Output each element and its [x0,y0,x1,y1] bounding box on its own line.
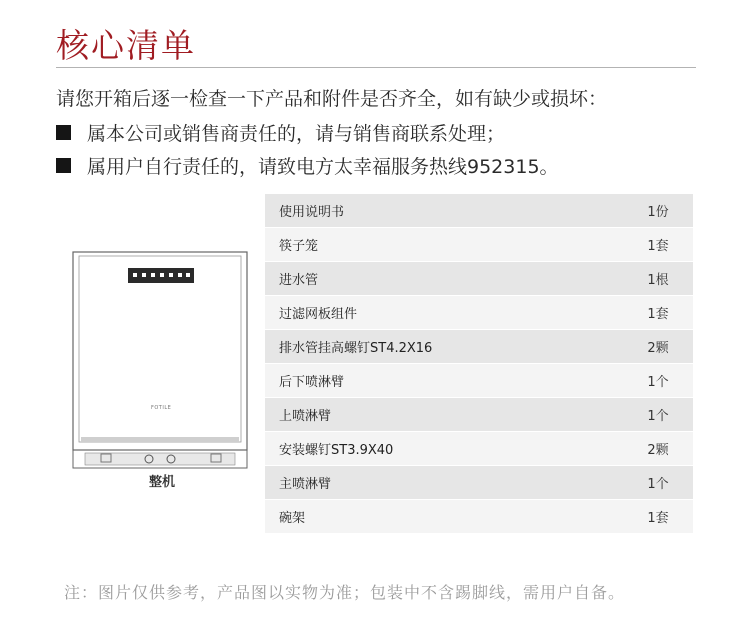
item-quantity: 1份 [647,205,669,220]
item-quantity: 2颗 [647,443,669,458]
item-name: 上喷淋臂 [279,409,332,424]
contents-table [265,194,693,534]
item-name: 进水管 [279,273,319,288]
item-name: 安装螺钉ST3.9X40 [279,443,394,458]
table-row [265,296,693,330]
item-quantity: 1套 [647,307,669,322]
square-bullet-icon [56,125,71,140]
table-row [265,364,693,398]
item-name: 碗架 [279,511,306,526]
item-quantity: 1个 [647,409,669,424]
table-row [265,432,693,466]
item-quantity: 1个 [647,477,669,492]
table-row [265,398,693,432]
table-row [265,262,693,296]
item-quantity: 2颗 [647,341,669,356]
table-row [265,228,693,262]
title-divider [56,67,696,68]
bullet-text: 属用户自行责任的，请致电方太幸福服务热线952315。 [87,156,559,178]
table-row [265,194,693,228]
item-name: 筷子笼 [279,239,319,254]
bullet-text: 属本公司或销售商责任的，请与销售商联系处理； [87,123,506,145]
item-quantity: 1根 [647,273,669,288]
item-name: 过滤网板组件 [279,307,358,322]
product-caption: 整机 [148,475,175,490]
item-name: 后下喷淋臂 [279,375,345,390]
square-bullet-icon [56,158,71,173]
item-quantity: 1套 [647,239,669,254]
table-row [265,466,693,500]
bullet-item [56,119,505,146]
table-row [265,330,693,364]
item-name: 排水管挂高螺钉ST4.2X16 [279,341,433,356]
bullet-item [56,152,559,179]
table-row [265,500,693,534]
footer-note: 注：图片仅供参考，产品图以实物为准；包装中不含踢脚线，需用户自备。 [64,583,626,602]
intro-text: 请您开箱后逐一检查一下产品和附件是否齐全，如有缺少或损坏： [56,88,608,110]
item-quantity: 1个 [647,375,669,390]
item-quantity: 1套 [647,511,669,526]
item-name: 使用说明书 [279,205,345,220]
brand-mark: FOTILE [151,405,172,411]
page-title: 核心清单 [56,26,196,65]
dishwasher-illustration [71,250,249,472]
item-name: 主喷淋臂 [279,477,332,492]
